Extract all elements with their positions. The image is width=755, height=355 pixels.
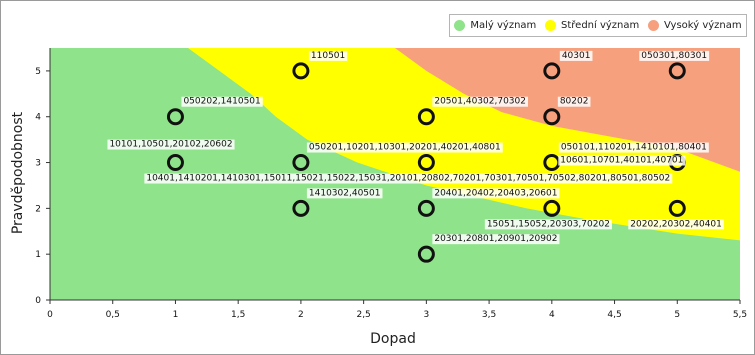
x-tick-label: 2,5: [356, 310, 371, 320]
legend-swatch-medium: [545, 20, 556, 31]
point-label: [560, 51, 593, 61]
legend-label-low: Malý význam: [470, 20, 537, 31]
point-label: [432, 97, 528, 107]
legend-item-low: [454, 20, 536, 31]
point-label: [558, 97, 591, 107]
point-label: [307, 188, 383, 198]
point-label: [107, 140, 234, 150]
point-label: [639, 51, 709, 61]
point-label-text: 10101,10501,20102,20602: [109, 139, 233, 150]
legend-swatch-low: [454, 20, 465, 31]
y-tick-label: 1: [35, 250, 41, 261]
y-tick-label: 5: [35, 66, 41, 77]
legend-label-medium: Střední význam: [561, 20, 640, 31]
y-tick-label: 3: [35, 158, 41, 169]
legend-swatch-high: [648, 20, 659, 31]
point-label-text: 050201,10201,10301,20201,40201,40801: [308, 142, 501, 153]
point-label-text: 050202,1410501: [183, 96, 261, 107]
risk-matrix-chart: [1, 1, 754, 354]
x-tick-label: 3: [423, 310, 430, 320]
point-label: [309, 51, 347, 61]
legend-item-high: [648, 20, 742, 31]
x-tick-label: 1: [172, 310, 179, 320]
point-label: [558, 156, 685, 166]
y-tick-label: 4: [35, 112, 41, 123]
point-label: [307, 143, 503, 153]
point-label-text: 10601,10701,40101,40701: [560, 155, 684, 166]
point-label-text: 15051,15052,20303,70202: [486, 219, 610, 230]
point-label-text: 20301,20801,20901,20902: [434, 234, 558, 245]
point-label: [628, 219, 724, 229]
point-label-text: 40301: [561, 50, 591, 61]
y-axis-title: Pravděpodobnost: [10, 111, 26, 235]
x-tick-label: 3,5: [481, 310, 497, 320]
point-label-text: 050301,80301: [641, 50, 708, 61]
point-label-text: 10401,1410201,1410301,15011,15021,15022,15031,20101,20802,70201,70301,70501,70502,80201,80501,80502: [146, 173, 671, 184]
point-label-text: 20501,40302,70302: [434, 96, 526, 107]
x-tick-label: 5,5: [732, 310, 748, 320]
point-label-text: 20202,20302,40401: [630, 219, 722, 230]
x-tick-label: 4,5: [607, 310, 622, 320]
point-label: [485, 219, 612, 229]
point-label-text: 20401,20402,20403,20601: [434, 188, 558, 199]
x-tick-label: 1,5: [231, 310, 246, 320]
point-label-text: 050101,110201,1410101,80401: [560, 142, 707, 153]
x-tick-label: 5: [674, 310, 681, 320]
legend-item-medium: [545, 20, 639, 31]
point-label-text: 1410302,40501: [308, 188, 381, 199]
point-label: [432, 234, 559, 244]
x-tick-label: 0,5: [105, 310, 120, 320]
point-label: [432, 188, 559, 198]
point-label: [144, 174, 672, 184]
x-tick-label: 0: [47, 310, 53, 320]
y-tick-label: 0: [35, 296, 41, 306]
point-label: [559, 143, 709, 153]
y-tick-label: 2: [35, 204, 41, 215]
x-axis-title: Dopad: [370, 331, 416, 347]
point-label-text: 110501: [310, 50, 346, 61]
x-tick-label: 4: [548, 310, 555, 320]
point-label-text: 80202: [559, 96, 589, 107]
point-label: [181, 97, 262, 107]
legend-label-high: Vysoký význam: [663, 20, 742, 31]
x-tick-label: 2: [298, 310, 304, 320]
legend: [449, 14, 747, 37]
